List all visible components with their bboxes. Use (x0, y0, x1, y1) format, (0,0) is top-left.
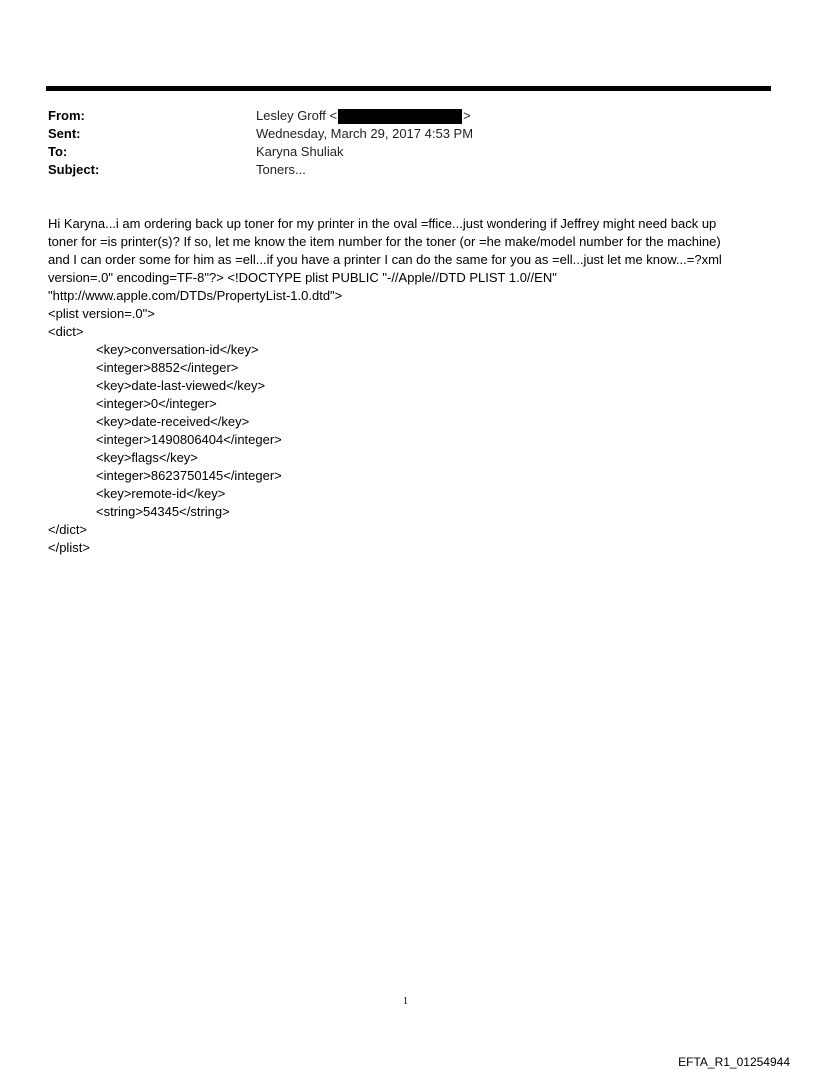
page-number: 1 (403, 996, 408, 1007)
plist-line: <key>remote-id</key> (96, 486, 226, 501)
body-line: </plist> (48, 540, 90, 555)
plist-line: <key>conversation-id</key> (96, 342, 259, 357)
sent-row (48, 125, 748, 143)
body-line: "http://www.apple.com/DTDs/PropertyList-1.0.dtd"> (48, 288, 343, 303)
plist-line: <integer>1490806404</integer> (96, 432, 282, 447)
header-rule (46, 86, 771, 91)
body-line: and I can order some for him as =ell...if you have a printer I can do the same for you as =ell...just let me know...=?xml (48, 252, 722, 267)
sent-value: Wednesday, March 29, 2017 4:53 PM (256, 126, 474, 141)
body-line: Hi Karyna...i am ordering back up toner for my printer in the oval =ffice...just wondering if Jeffrey might need back up (48, 216, 717, 231)
from-bracket-close: > (463, 108, 471, 123)
body-line: <dict> (48, 324, 84, 339)
plist-line: <integer>8623750145</integer> (96, 468, 282, 483)
from-value (256, 107, 471, 125)
plist-line: <integer>8852</integer> (96, 360, 239, 375)
from-label: From: (48, 108, 85, 123)
body-line: <plist version=.0"> (48, 306, 155, 321)
to-label: To: (48, 144, 68, 159)
email-body (48, 215, 773, 557)
sent-label: Sent: (48, 126, 81, 141)
from-row (48, 107, 748, 125)
subject-label: Subject: (48, 162, 100, 177)
body-line: </dict> (48, 522, 88, 537)
plist-line: <key>date-last-viewed</key> (96, 378, 266, 393)
body-line: version=.0" encoding=TF-8"?> <!DOCTYPE plist PUBLIC "-//Apple//DTD PLIST 1.0//EN" (48, 270, 557, 285)
plist-line: <integer>0</integer> (96, 396, 217, 411)
plist-line: <key>flags</key> (96, 450, 198, 465)
subject-row (48, 161, 748, 179)
plist-line: <key>date-received</key> (96, 414, 250, 429)
to-value: Karyna Shuliak (256, 144, 344, 159)
document-id: EFTA_R1_01254944 (678, 1055, 790, 1069)
subject-value: Toners... (256, 162, 306, 177)
from-name: Lesley Groff < (256, 108, 338, 123)
plist-line: <string>54345</string> (96, 504, 230, 519)
body-line: toner for =is printer(s)? If so, let me know the item number for the toner (or =he make/model number for the machine) (48, 234, 721, 249)
to-row (48, 143, 748, 161)
redacted-email-address (338, 109, 462, 124)
email-headers (48, 107, 748, 179)
